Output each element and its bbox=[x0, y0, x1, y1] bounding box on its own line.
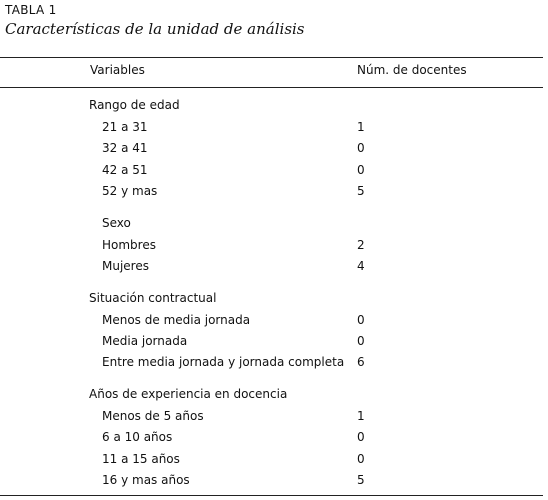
row-value: 0 bbox=[357, 334, 365, 348]
row-label: Menos de 5 años bbox=[102, 409, 204, 423]
row-value: 0 bbox=[357, 313, 365, 327]
row-label: 6 a 10 años bbox=[102, 430, 173, 444]
row-value: 0 bbox=[357, 163, 365, 177]
group-title-experience: Años de experiencia en docencia bbox=[89, 387, 288, 401]
row-label: 16 y mas años bbox=[102, 473, 190, 487]
row-value: 1 bbox=[357, 120, 365, 134]
row-value: 1 bbox=[357, 409, 365, 423]
row-label: Menos de media jornada bbox=[102, 313, 251, 327]
row-value: 0 bbox=[357, 141, 365, 155]
row-value: 5 bbox=[357, 184, 365, 198]
row-value: 0 bbox=[357, 452, 365, 466]
bottom-rule bbox=[0, 495, 543, 496]
column-header-variables: Variables bbox=[90, 63, 145, 77]
group-title-sex: Sexo bbox=[102, 216, 131, 230]
row-value: 2 bbox=[357, 238, 365, 252]
column-header-count: Núm. de docentes bbox=[357, 63, 467, 77]
row-value: 5 bbox=[357, 473, 365, 487]
table-caption: Características de la unidad de análisis bbox=[5, 20, 305, 38]
header-rule bbox=[0, 87, 543, 88]
row-label: 52 y mas bbox=[102, 184, 158, 198]
row-label: 21 a 31 bbox=[102, 120, 148, 134]
top-rule bbox=[0, 57, 543, 58]
group-title-age: Rango de edad bbox=[89, 98, 180, 112]
row-label: Hombres bbox=[102, 238, 156, 252]
row-label: 11 a 15 años bbox=[102, 452, 180, 466]
row-value: 0 bbox=[357, 430, 365, 444]
row-label: 32 a 41 bbox=[102, 141, 148, 155]
table-label: TABLA 1 bbox=[5, 3, 57, 17]
row-label: 42 a 51 bbox=[102, 163, 148, 177]
group-title-contract: Situación contractual bbox=[89, 291, 217, 305]
row-value: 4 bbox=[357, 259, 365, 273]
row-label: Entre media jornada y jornada completa bbox=[102, 355, 345, 369]
row-value: 6 bbox=[357, 355, 365, 369]
row-label: Media jornada bbox=[102, 334, 188, 348]
row-label: Mujeres bbox=[102, 259, 149, 273]
